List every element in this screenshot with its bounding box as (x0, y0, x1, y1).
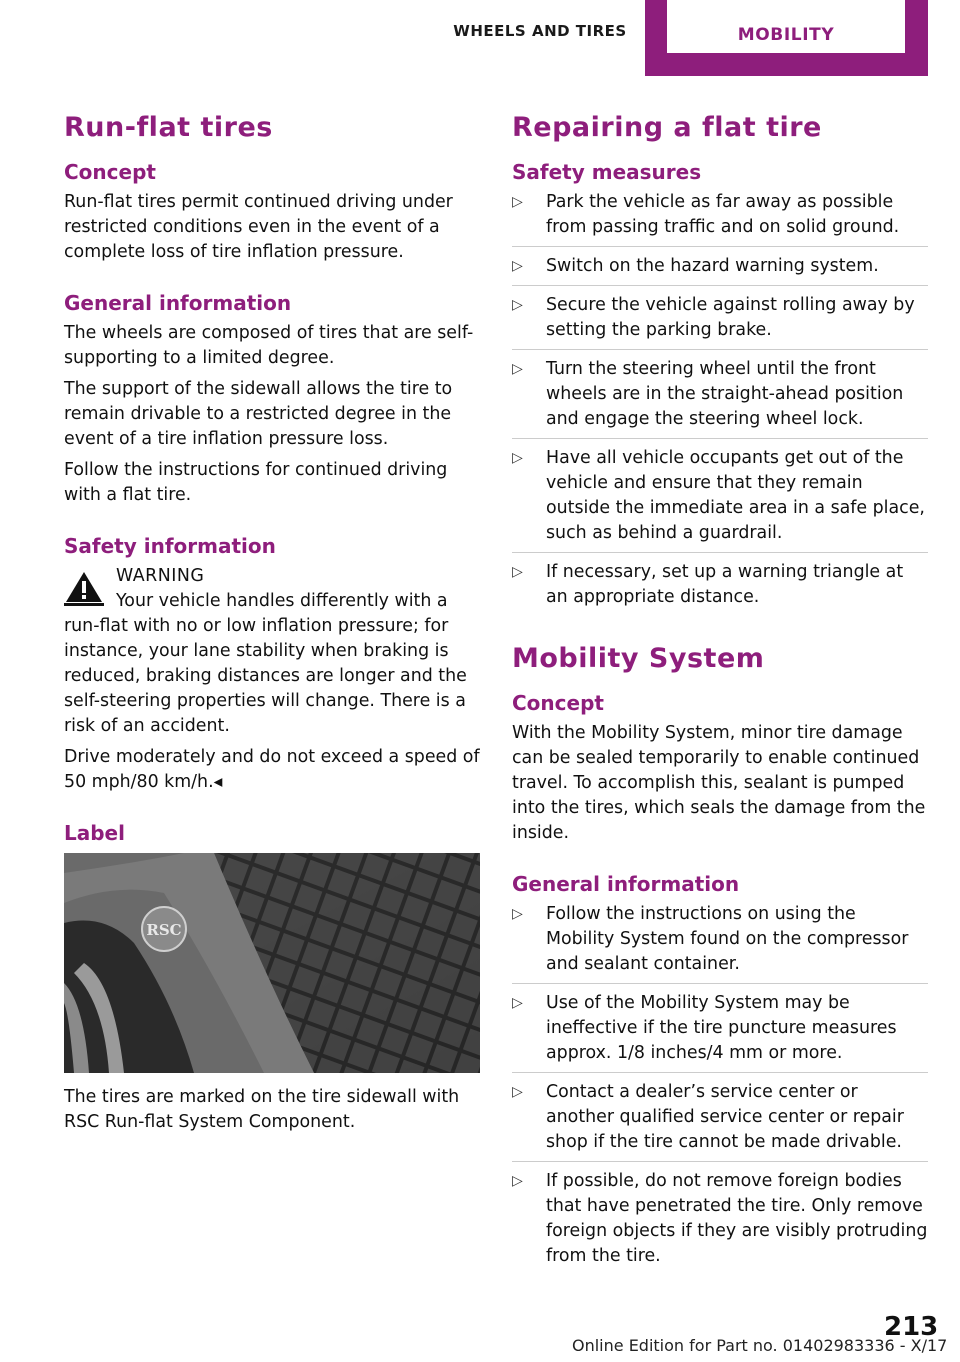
label-caption: The tires are marked on the tire sidewall with RSC Run-flat System Component. (64, 1087, 460, 1132)
warning-text: Your vehicle handles differently with a run-flat with no or low inflation pressure; for instance, your lane stability when braking is reduced, braking distances are longer and the self-steering properties will change. There is a risk of an accident. (64, 591, 467, 736)
heading-mobility-concept: Concept (512, 691, 604, 715)
running-section-title: WHEELS AND TIRES (453, 22, 627, 40)
list-item (512, 902, 928, 984)
heading-general-information: General information (64, 291, 292, 315)
right-column (512, 110, 928, 1282)
chapter-tab (645, 0, 928, 76)
list-item (512, 1169, 928, 1275)
warning-title: WARNING (116, 566, 205, 586)
triangle-bullet-icon: ▷ (512, 450, 523, 466)
warning-text-start (116, 589, 480, 614)
list-item-text: Use of the Mobility System may be ineffective if the tire puncture measures approx. 1/8 inches/4 mm or more. (546, 993, 897, 1063)
triangle-bullet-icon: ▷ (512, 361, 523, 377)
list-item (512, 560, 928, 616)
list-item (512, 1080, 928, 1162)
triangle-bullet-icon: ▷ (512, 564, 523, 580)
heading-concept: Concept (64, 160, 156, 184)
list-item-text: Follow the instructions on using the Mobility System found on the compressor and sealant container. (546, 904, 909, 974)
tire-sidewall-image (64, 853, 480, 1073)
triangle-bullet-icon: ▷ (512, 258, 523, 274)
warning-text-2: Drive moderately and do not exceed a speed of 50 mph/80 km/h.◂ (64, 747, 480, 792)
mobility-general-list (512, 902, 928, 1275)
left-column (64, 110, 480, 1141)
triangle-bullet-icon: ▷ (512, 906, 523, 922)
triangle-bullet-icon: ▷ (512, 194, 523, 210)
mobility-concept-text: With the Mobility System, minor tire damage can be sealed temporarily to enable continued travel. To accomplish this, sealant is pumped into the tires, which seals the damage from the inside. (512, 723, 926, 843)
warning-icon (64, 570, 104, 606)
list-item-text: Contact a dealer’s service center or another qualified service center or repair shop if the tire cannot be made drivable. (546, 1082, 904, 1152)
list-item-text: If possible, do not remove foreign bodies that have penetrated the tire. Only remove foreign objects if they are visibly protruding from the tire. (546, 1171, 928, 1266)
heading-safety-information: Safety information (64, 534, 276, 558)
safety-measures-list (512, 190, 928, 616)
triangle-bullet-icon: ▷ (512, 995, 523, 1011)
warning-block (64, 564, 480, 614)
rsc-logo-text: RSC (146, 921, 182, 939)
page-number: 213 (884, 1312, 939, 1342)
chapter-tab-label: MOBILITY (667, 0, 905, 53)
list-item (512, 293, 928, 350)
list-item-text: Secure the vehicle against rolling away by setting the parking brake. (546, 295, 915, 340)
section-title-mobility-system: Mobility System (512, 643, 765, 674)
general-text-3: Follow the instructions for continued driving with a flat tire. (64, 460, 448, 505)
list-item-text: Have all vehicle occupants get out of the vehicle and ensure that they remain outside the immediate area in a safe place, such as behind a guardrail. (546, 448, 925, 543)
heading-safety-measures: Safety measures (512, 160, 702, 184)
triangle-bullet-icon: ▷ (512, 1173, 523, 1189)
list-item (512, 991, 928, 1073)
list-item-text: If necessary, set up a warning triangle at an appropriate distance. (546, 562, 904, 607)
triangle-bullet-icon: ▷ (512, 297, 523, 313)
concept-text: Run-flat tires permit continued driving under restricted conditions even in the event of a complete loss of tire inflation pressure. (64, 192, 453, 262)
heading-label: Label (64, 821, 125, 845)
list-item (512, 357, 928, 439)
list-item (512, 190, 928, 247)
list-item (512, 446, 928, 553)
edition-footer: Online Edition for Part no. 01402983336 - X/17 (572, 1336, 948, 1355)
general-text-1: The wheels are composed of tires that are self-supporting to a limited degree. (64, 323, 474, 368)
section-title-repairing: Repairing a flat tire (512, 112, 822, 143)
general-text-2: The support of the sidewall allows the tire to remain drivable to a restricted degree in the event of a tire inflation pressure loss. (64, 379, 453, 449)
list-item-text: Switch on the hazard warning system. (546, 256, 879, 276)
heading-mobility-general: General information (512, 872, 740, 896)
triangle-bullet-icon: ▷ (512, 1084, 523, 1100)
list-item-text: Park the vehicle as far away as possible from passing traffic and on solid ground. (546, 192, 900, 237)
list-item (512, 254, 928, 286)
list-item-text: Turn the steering wheel until the front wheels are in the straight-ahead position and engage the steering wheel lock. (546, 359, 904, 429)
section-title-run-flat: Run-flat tires (64, 112, 273, 143)
